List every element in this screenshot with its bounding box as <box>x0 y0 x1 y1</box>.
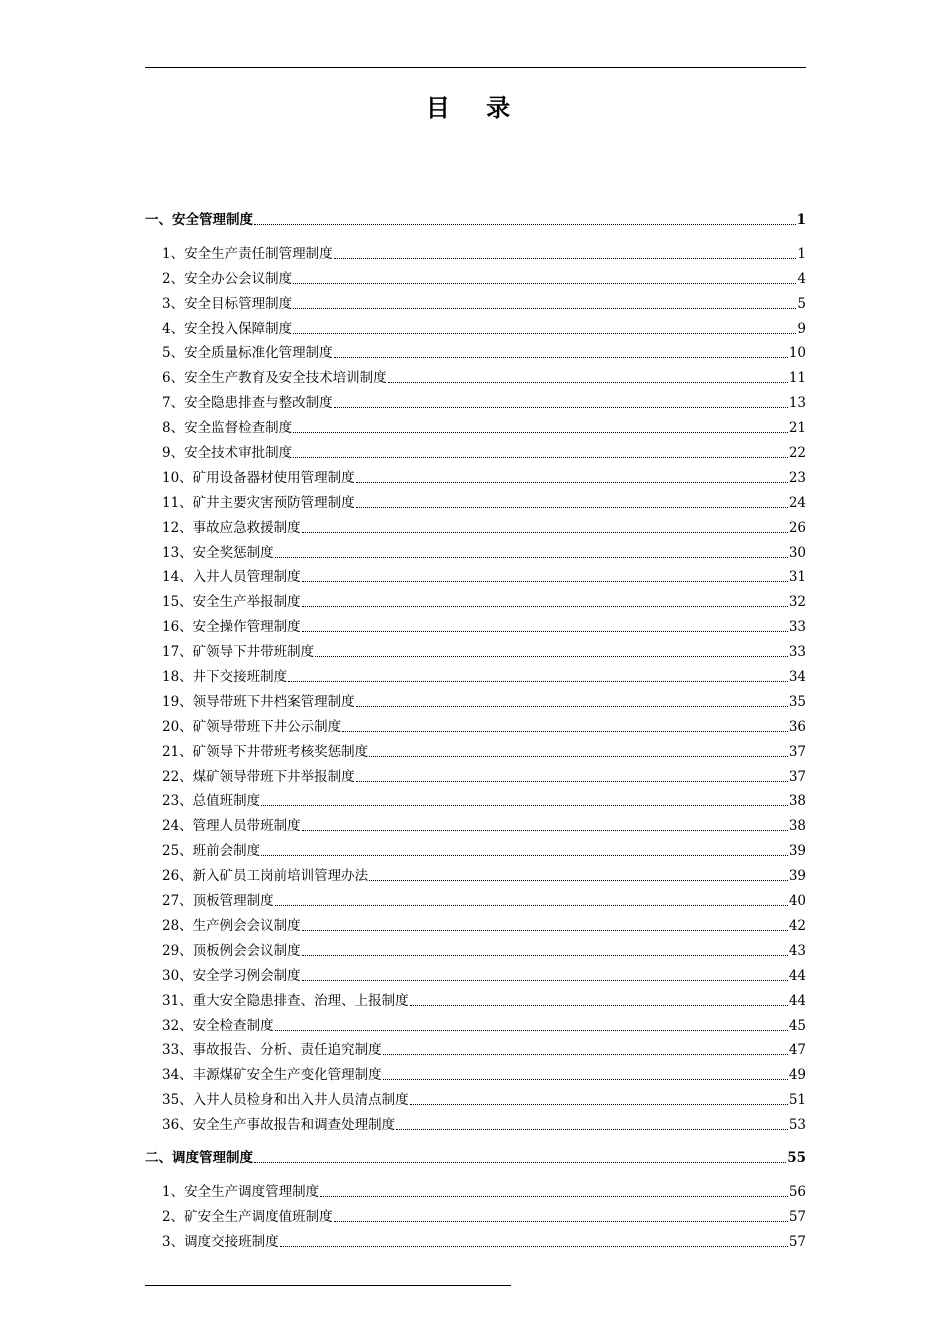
toc-entry-label: 2、矿安全生产调度值班制度 <box>162 1208 333 1225</box>
dot-leader <box>293 457 788 458</box>
toc-entry[interactable] <box>145 462 806 487</box>
toc-entry-label: 22、煤矿领导带班下井举报制度 <box>162 768 355 785</box>
toc-entry-label: 24、管理人员带班制度 <box>162 818 301 835</box>
toc-entry[interactable] <box>145 586 806 611</box>
toc-page-number: 9 <box>797 320 806 337</box>
toc-page-number: 1 <box>797 245 806 262</box>
toc-entry[interactable] <box>145 736 806 761</box>
toc-entry-label: 31、重大安全隐患排查、治理、上报制度 <box>162 992 409 1009</box>
dot-leader <box>302 606 788 607</box>
toc-page-number: 55 <box>787 1150 806 1167</box>
toc-page-number: 53 <box>788 1117 806 1134</box>
toc-page-number: 39 <box>788 868 806 885</box>
toc-page-number: 33 <box>788 644 806 661</box>
toc-page-number: 39 <box>788 843 806 860</box>
dot-leader <box>275 1030 788 1031</box>
toc-entry-label: 1、安全生产调度管理制度 <box>162 1183 320 1200</box>
dot-leader <box>261 805 788 806</box>
dot-leader <box>396 1129 788 1130</box>
toc-entry[interactable] <box>145 537 806 562</box>
dot-leader <box>356 706 788 707</box>
toc-section-label: 二、调度管理制度 <box>145 1150 253 1167</box>
dot-leader <box>302 581 788 582</box>
toc-page-number: 4 <box>797 270 806 287</box>
dot-leader <box>275 557 788 558</box>
toc-page-number: 10 <box>788 345 806 362</box>
toc-entry[interactable] <box>145 1201 806 1226</box>
toc-entry-label: 12、事故应急救援制度 <box>162 519 301 536</box>
dot-leader <box>369 880 788 881</box>
toc-entry-label: 20、矿领导带班下井公示制度 <box>162 718 342 735</box>
toc-entry-label: 33、事故报告、分析、责任追究制度 <box>162 1042 382 1059</box>
dot-leader <box>334 1221 788 1222</box>
toc-section-entry[interactable] <box>145 1142 806 1167</box>
toc-entry-label: 13、安全奖惩制度 <box>162 544 274 561</box>
toc-entry[interactable] <box>145 412 806 437</box>
toc-page-number: 35 <box>788 693 806 710</box>
toc-page-number: 36 <box>788 718 806 735</box>
toc-page-number: 32 <box>788 594 806 611</box>
toc-page-number: 22 <box>788 445 806 462</box>
toc-entry-label: 1、安全生产责任制管理制度 <box>162 245 333 262</box>
dot-leader <box>293 432 788 433</box>
toc-entry-label: 26、新入矿员工岗前培训管理办法 <box>162 868 369 885</box>
toc-page-number: 49 <box>788 1067 806 1084</box>
toc-page-number: 51 <box>788 1092 806 1109</box>
toc-entry[interactable] <box>145 487 806 512</box>
header-rule <box>145 67 806 68</box>
toc-entry[interactable] <box>145 512 806 537</box>
dot-leader <box>369 756 788 757</box>
dot-leader <box>356 482 788 483</box>
toc-entry[interactable] <box>145 960 806 985</box>
toc-page-number: 11 <box>788 370 806 387</box>
toc-entry[interactable] <box>145 786 806 811</box>
toc-entry-label: 21、矿领导下井带班考核奖惩制度 <box>162 743 369 760</box>
toc-entry-label: 16、安全操作管理制度 <box>162 619 301 636</box>
toc-page-number: 42 <box>788 917 806 934</box>
toc-entry-label: 27、顶板管理制度 <box>162 893 274 910</box>
toc-entry[interactable] <box>145 263 806 288</box>
toc-entry[interactable] <box>145 1176 806 1201</box>
toc-page-number: 40 <box>788 893 806 910</box>
toc-entry[interactable] <box>145 860 806 885</box>
toc-entry[interactable] <box>145 761 806 786</box>
dot-leader <box>383 1079 788 1080</box>
toc-entry[interactable] <box>145 885 806 910</box>
toc-entry[interactable] <box>145 437 806 462</box>
toc-entry-label: 36、安全生产事故报告和调查处理制度 <box>162 1117 396 1134</box>
toc-entry-label: 10、矿用设备器材使用管理制度 <box>162 469 355 486</box>
dot-leader <box>293 308 796 309</box>
toc-entry-label: 14、入井人员管理制度 <box>162 569 301 586</box>
dot-leader <box>302 532 788 533</box>
footnote-rule <box>145 1285 511 1286</box>
dot-leader <box>356 781 788 782</box>
dot-leader <box>383 1054 788 1055</box>
dot-leader <box>293 333 796 334</box>
table-of-contents <box>145 204 806 1251</box>
dot-leader <box>334 258 797 259</box>
toc-page-number: 38 <box>788 818 806 835</box>
toc-entry[interactable] <box>145 562 806 587</box>
page-title: 目 录 <box>425 93 525 122</box>
dot-leader <box>302 930 788 931</box>
dot-leader <box>320 1196 788 1197</box>
dot-leader <box>334 357 788 358</box>
toc-entry-label: 8、安全监督检查制度 <box>162 420 293 437</box>
toc-entry-label: 35、入井人员检身和出入井人员清点制度 <box>162 1092 409 1109</box>
toc-page-number: 43 <box>788 942 806 959</box>
toc-entry-label: 32、安全检查制度 <box>162 1017 274 1034</box>
toc-page-number: 21 <box>788 420 806 437</box>
toc-page-number: 44 <box>788 992 806 1009</box>
toc-page-number: 57 <box>788 1208 806 1225</box>
toc-entry[interactable] <box>145 611 806 636</box>
toc-entry[interactable] <box>145 238 806 263</box>
toc-entry-label: 34、丰源煤矿安全生产变化管理制度 <box>162 1067 382 1084</box>
toc-entry[interactable] <box>145 686 806 711</box>
dot-leader <box>302 631 788 632</box>
toc-entry-label: 6、安全生产教育及安全技术培训制度 <box>162 370 387 387</box>
toc-entry[interactable] <box>145 810 806 835</box>
toc-entry-label: 17、矿领导下井带班制度 <box>162 644 315 661</box>
toc-page-number: 31 <box>788 569 806 586</box>
toc-page-number: 57 <box>788 1233 806 1250</box>
dot-leader <box>410 1104 788 1105</box>
toc-entry[interactable] <box>145 387 806 412</box>
dot-leader <box>388 382 788 383</box>
toc-entry-label: 18、井下交接班制度 <box>162 669 288 686</box>
toc-entry-label: 4、安全投入保障制度 <box>162 320 293 337</box>
dot-leader <box>293 283 796 284</box>
toc-page-number: 37 <box>788 768 806 785</box>
dot-leader <box>288 681 788 682</box>
dot-leader <box>261 855 788 856</box>
toc-entry-label: 28、生产例会会议制度 <box>162 917 301 934</box>
toc-entry-label: 9、安全技术审批制度 <box>162 445 293 462</box>
toc-entry[interactable] <box>145 935 806 960</box>
toc-page-number: 47 <box>788 1042 806 1059</box>
dot-leader <box>315 656 788 657</box>
toc-page-number: 38 <box>788 793 806 810</box>
toc-entry[interactable] <box>145 636 806 661</box>
toc-entry[interactable] <box>145 835 806 860</box>
toc-entry-label: 25、班前会制度 <box>162 843 261 860</box>
dot-leader <box>302 830 788 831</box>
toc-entry[interactable] <box>145 1059 806 1084</box>
toc-entry-label: 5、安全质量标准化管理制度 <box>162 345 333 362</box>
toc-page-number: 37 <box>788 743 806 760</box>
toc-page-number: 45 <box>788 1017 806 1034</box>
toc-page-number: 30 <box>788 544 806 561</box>
toc-entry[interactable] <box>145 1109 806 1134</box>
toc-entry-label: 19、领导带班下井档案管理制度 <box>162 693 355 710</box>
dot-leader <box>254 1162 786 1163</box>
dot-leader <box>254 224 796 225</box>
toc-entry-label: 30、安全学习例会制度 <box>162 967 301 984</box>
toc-entry[interactable] <box>145 1226 806 1251</box>
toc-page-number: 26 <box>788 519 806 536</box>
toc-page-number: 13 <box>788 395 806 412</box>
toc-entry-label: 3、调度交接班制度 <box>162 1233 279 1250</box>
dot-leader <box>356 507 788 508</box>
toc-entry-label: 7、安全隐患排查与整改制度 <box>162 395 333 412</box>
toc-page-number: 5 <box>797 295 806 312</box>
toc-page-number: 24 <box>788 494 806 511</box>
toc-entry[interactable] <box>145 985 806 1010</box>
toc-page-number: 33 <box>788 619 806 636</box>
toc-entry[interactable] <box>145 910 806 935</box>
toc-page-number: 23 <box>788 469 806 486</box>
toc-page-number: 56 <box>788 1183 806 1200</box>
toc-entry[interactable] <box>145 1084 806 1109</box>
toc-section-label: 一、安全管理制度 <box>145 212 253 228</box>
toc-entry[interactable] <box>145 711 806 736</box>
toc-page-number: 1 <box>796 212 806 228</box>
dot-leader <box>302 980 788 981</box>
toc-entry-label: 23、总值班制度 <box>162 793 261 810</box>
dot-leader <box>342 731 788 732</box>
toc-entry-label: 11、矿井主要灾害预防管理制度 <box>162 494 355 511</box>
toc-entry[interactable] <box>145 1010 806 1035</box>
toc-entry-label: 29、顶板例会会议制度 <box>162 942 301 959</box>
toc-entry[interactable] <box>145 338 806 363</box>
toc-entry[interactable] <box>145 313 806 338</box>
toc-entry[interactable] <box>145 1035 806 1060</box>
toc-page-number: 34 <box>788 669 806 686</box>
dot-leader <box>302 955 788 956</box>
toc-entry[interactable] <box>145 362 806 387</box>
toc-entry[interactable] <box>145 661 806 686</box>
toc-entry-label: 15、安全生产举报制度 <box>162 594 301 611</box>
dot-leader <box>410 1005 788 1006</box>
toc-entry-label: 2、安全办公会议制度 <box>162 270 293 287</box>
dot-leader <box>280 1246 788 1247</box>
dot-leader <box>275 905 788 906</box>
toc-section-entry[interactable] <box>145 204 806 229</box>
toc-entry-label: 3、安全目标管理制度 <box>162 295 293 312</box>
dot-leader <box>334 407 788 408</box>
toc-entry[interactable] <box>145 288 806 313</box>
toc-page-number: 44 <box>788 967 806 984</box>
